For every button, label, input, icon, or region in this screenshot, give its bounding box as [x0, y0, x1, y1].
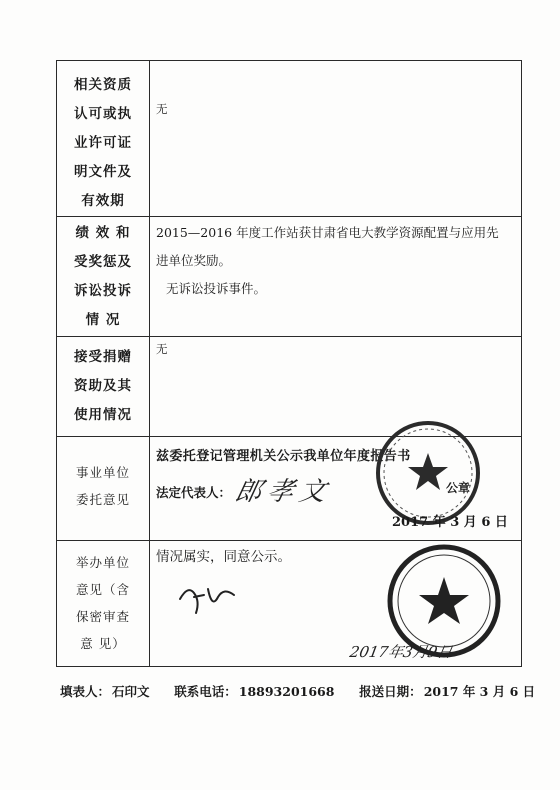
label-line: 认可或执: [74, 106, 132, 122]
label-line: 事业单位: [75, 465, 130, 480]
label-line: 举办单位: [75, 555, 130, 570]
legal-rep-row: [156, 483, 231, 501]
label-sponsor-opinion: [57, 541, 150, 667]
performance-text-line: 进单位奖励。: [156, 253, 232, 268]
label-line: 绩 效 和: [75, 225, 131, 241]
row-qualification: [57, 61, 522, 217]
row-performance: [57, 217, 522, 337]
label-qualification: [57, 61, 150, 217]
content-delegation: [150, 437, 522, 541]
label-line: 情 况: [85, 312, 121, 328]
sponsor-opinion-text: 情况属实，同意公示。: [156, 549, 291, 565]
filler-name: 石印文: [112, 684, 150, 699]
submit-date-label: 报送日期：: [359, 684, 422, 699]
label-performance: [57, 217, 150, 337]
content-sponsor-opinion: [150, 541, 522, 667]
sponsor-handwritten-date: 2017年3月9日: [348, 643, 454, 661]
row-sponsor-opinion: [57, 541, 522, 667]
label-line: 诉讼投诉: [74, 283, 132, 299]
label-line: 委托意见: [75, 492, 130, 507]
seal-star-icon: [419, 577, 469, 624]
form-footer: [60, 682, 537, 700]
label-line: 接受捐赠: [74, 349, 132, 365]
legal-rep-signature: 郎孝文: [232, 477, 335, 507]
label-line: 资助及其: [74, 378, 132, 394]
label-line: 受奖惩及: [74, 254, 132, 270]
delegation-statement: 兹委托登记管理机关公示我单位年度报告书: [156, 449, 411, 464]
annual-report-form-table: [56, 60, 522, 667]
filler-label: 填表人：: [60, 684, 111, 699]
label-line: 意见（含: [75, 582, 130, 597]
submit-date: 2017 年 3 月 6 日: [423, 684, 536, 699]
legal-rep-label: 法定代表人：: [156, 485, 232, 500]
donation-value: 无: [156, 342, 168, 356]
label-line: 相关资质: [74, 77, 132, 93]
label-line: 意 见）: [80, 636, 126, 651]
content-qualification: [150, 61, 522, 217]
qualification-value: 无: [156, 102, 168, 116]
performance-text-line: 无诉讼投诉事件。: [166, 281, 267, 296]
seal-label: 公章: [446, 481, 471, 495]
label-line: 保密审查: [75, 609, 130, 624]
label-line: 有效期: [81, 193, 125, 209]
delegation-date: 2017 年 3 月 6 日: [392, 515, 508, 530]
phone-number: 18893201668: [238, 684, 335, 699]
sponsor-signature-scribble: [174, 579, 244, 619]
label-delegation: [57, 437, 150, 541]
label-line: 明文件及: [74, 164, 132, 180]
label-donation: [57, 337, 150, 437]
row-delegation: [57, 437, 522, 541]
label-line: 使用情况: [74, 407, 132, 423]
label-line: 业许可证: [74, 135, 132, 151]
phone-label: 联系电话：: [174, 684, 237, 699]
seal-star-icon: [408, 453, 448, 490]
performance-text-line: 2015—2016 年度工作站获甘肃省电大教学资源配置与应用先: [156, 225, 499, 240]
content-performance: [150, 217, 522, 337]
